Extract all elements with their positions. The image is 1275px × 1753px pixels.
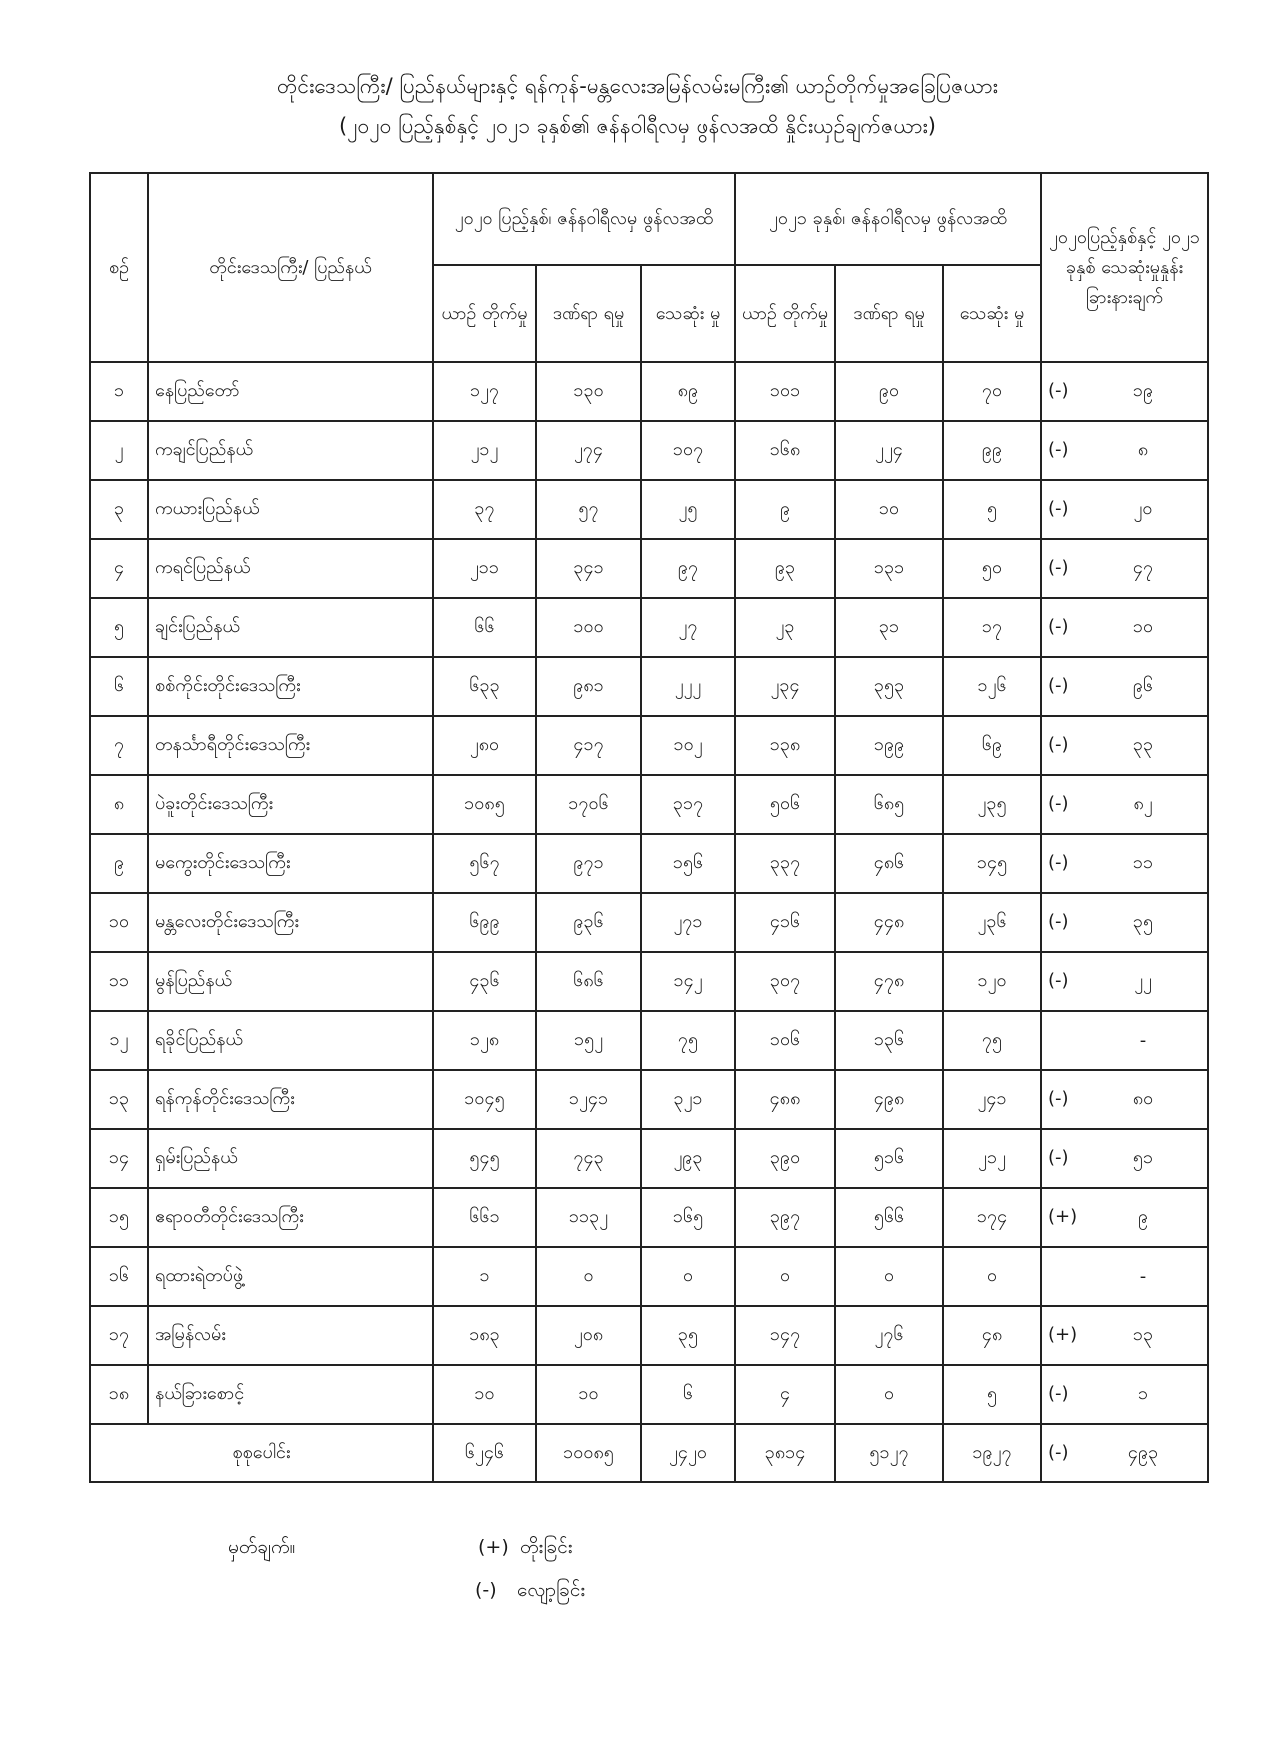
deaths-2021-cell: ၁၂၆ [943, 657, 1041, 716]
injured-2020-cell: ၉၃၆ [536, 893, 641, 952]
injured-2020-cell: ၁၅၂ [536, 1011, 641, 1070]
difference-value: - [1139, 1266, 1147, 1287]
difference-value: ၁၃ [1132, 1324, 1154, 1345]
total-accidents-2020: ၆၂၄၆ [433, 1424, 536, 1482]
serial-cell: ၅ [90, 598, 148, 657]
note-plus-text: တိုးခြင်း [520, 1536, 573, 1558]
deaths-2021-cell: ၀ [943, 1247, 1041, 1306]
header-period-2021: ၂၀၂၁ ခုနှစ်၊ ဇန်နဝါရီလမှ ဖွန်လအထိ [735, 173, 1041, 265]
table-row [90, 716, 1208, 775]
serial-cell: ၁၅ [90, 1188, 148, 1247]
deaths-2021-cell: ၅ [943, 1365, 1041, 1424]
injured-2021-cell: ၉၀ [835, 362, 943, 421]
deaths-2020-cell: ၂၂၂ [641, 657, 735, 716]
deaths-2021-cell: ၅၀ [943, 539, 1041, 598]
header-injured-2020: ဒဏ်ရာ ရမှု [536, 265, 641, 362]
serial-cell: ၁၂ [90, 1011, 148, 1070]
difference-sign: (+) [1048, 1206, 1078, 1227]
accidents-2021-cell: ၃၉၇ [735, 1188, 835, 1247]
serial-cell: ၁၈ [90, 1365, 148, 1424]
difference-cell [1041, 775, 1208, 834]
injured-2021-cell: ၄၈၆ [835, 834, 943, 893]
deaths-2020-cell: ၉၇ [641, 539, 735, 598]
region-cell: ရထားရဲတပ်ဖွဲ့ [148, 1247, 433, 1306]
injured-2021-cell: ၅၆၆ [835, 1188, 943, 1247]
deaths-2021-cell: ၁၄၅ [943, 834, 1041, 893]
deaths-2021-cell: ၁၂၀ [943, 952, 1041, 1011]
injured-2020-cell: ၁၇၀၆ [536, 775, 641, 834]
injured-2020-cell: ၁၁၃၂ [536, 1188, 641, 1247]
serial-cell: ၉ [90, 834, 148, 893]
accidents-2020-cell: ၁၀၄၅ [433, 1070, 536, 1129]
header-accidents-2021: ယာဉ် တိုက်မှု [735, 265, 835, 362]
accidents-2020-cell: ၃၇ [433, 480, 536, 539]
note-decrease [475, 1578, 585, 1606]
deaths-2021-cell: ၂၁၂ [943, 1129, 1041, 1188]
region-cell: ဧရာဝတီတိုင်းဒေသကြီး [148, 1188, 433, 1247]
serial-cell: ၁၁ [90, 952, 148, 1011]
difference-sign: (-) [1048, 616, 1069, 637]
injured-2021-cell: ၁၉၉ [835, 716, 943, 775]
table-row [90, 1129, 1208, 1188]
table-row [90, 893, 1208, 952]
header-comparison: ၂၀၂၀ပြည့်နှစ်နှင့် ၂၀၂၁ ခုနှစ် သေဆုံးမှုနှုန်း ခြားနားချက် [1041, 173, 1208, 362]
deaths-2020-cell: ၁၀၂ [641, 716, 735, 775]
accidents-2020-cell: ၁၂၈ [433, 1011, 536, 1070]
accidents-2021-cell: ၂၃ [735, 598, 835, 657]
table-row [90, 539, 1208, 598]
region-cell: နယ်ခြားစောင့် [148, 1365, 433, 1424]
difference-cell [1041, 1247, 1208, 1306]
accidents-2020-cell: ၁၈၃ [433, 1306, 536, 1365]
notes-label: မှတ်ချက်။ [228, 1536, 296, 1558]
accidents-2020-cell: ၆၉၉ [433, 893, 536, 952]
accidents-2020-cell: ၅၆၇ [433, 834, 536, 893]
difference-value: ၁ [1137, 1383, 1149, 1404]
accidents-2021-cell: ၁၆၈ [735, 421, 835, 480]
deaths-2020-cell: ၂၇ [641, 598, 735, 657]
serial-cell: ၁၇ [90, 1306, 148, 1365]
table-row [90, 775, 1208, 834]
accidents-2021-cell: ၃၉၀ [735, 1129, 835, 1188]
total-difference [1041, 1424, 1208, 1482]
injured-2020-cell: ၅၇ [536, 480, 641, 539]
deaths-2020-cell: ၃၅ [641, 1306, 735, 1365]
difference-cell [1041, 893, 1208, 952]
region-cell: ရန်ကုန်တိုင်းဒေသကြီး [148, 1070, 433, 1129]
table-body [90, 362, 1208, 1424]
difference-cell [1041, 480, 1208, 539]
serial-cell: ၄ [90, 539, 148, 598]
serial-cell: ၁ [90, 362, 148, 421]
injured-2020-cell: ၉၇၁ [536, 834, 641, 893]
deaths-2020-cell: ၂၇၁ [641, 893, 735, 952]
total-injured-2020: ၁၀၀၈၅ [536, 1424, 641, 1482]
difference-value: ၃၃ [1132, 734, 1154, 755]
injured-2020-cell: ၆၈၆ [536, 952, 641, 1011]
difference-cell [1041, 1188, 1208, 1247]
difference-value: ၄၇ [1132, 557, 1154, 578]
difference-value: ၃၅ [1132, 911, 1154, 932]
accidents-2020-cell: ၅၄၅ [433, 1129, 536, 1188]
deaths-2020-cell: ၂၅ [641, 480, 735, 539]
difference-cell [1041, 1306, 1208, 1365]
accidents-2021-cell: ၉၃ [735, 539, 835, 598]
difference-value: ၂၂ [1134, 970, 1152, 991]
accidents-2021-cell: ၁၃၈ [735, 716, 835, 775]
injured-2021-cell: ၃၅၃ [835, 657, 943, 716]
region-cell: စစ်ကိုင်းတိုင်းဒေသကြီး [148, 657, 433, 716]
region-cell: တနင်္သာရီတိုင်းဒေသကြီး [148, 716, 433, 775]
deaths-2021-cell: ၇၅ [943, 1011, 1041, 1070]
region-cell: ကရင်ပြည်နယ် [148, 539, 433, 598]
injured-2021-cell: ၂၇၆ [835, 1306, 943, 1365]
accidents-2021-cell: ၁၀၆ [735, 1011, 835, 1070]
note-minus-sign: (-) [475, 1579, 497, 1601]
deaths-2021-cell: ၆၉ [943, 716, 1041, 775]
difference-cell [1041, 834, 1208, 893]
accidents-2021-cell: ၁၄၇ [735, 1306, 835, 1365]
difference-sign: (-) [1048, 911, 1069, 932]
table-row [90, 362, 1208, 421]
serial-cell: ၈ [90, 775, 148, 834]
difference-value: ၈၂ [1133, 793, 1153, 814]
region-cell: အမြန်လမ်း [148, 1306, 433, 1365]
total-diff-sign: (-) [1048, 1441, 1069, 1463]
difference-value: ၁၉ [1132, 380, 1154, 401]
injured-2021-cell: ၁၀ [835, 480, 943, 539]
difference-value: - [1139, 1030, 1147, 1051]
serial-cell: ၆ [90, 657, 148, 716]
region-cell: ကယားပြည်နယ် [148, 480, 433, 539]
region-cell: ပဲခူးတိုင်းဒေသကြီး [148, 775, 433, 834]
region-cell: ရှမ်းပြည်နယ် [148, 1129, 433, 1188]
accidents-2021-cell: ၃၀၇ [735, 952, 835, 1011]
difference-cell [1041, 1070, 1208, 1129]
serial-cell: ၁၄ [90, 1129, 148, 1188]
accidents-2020-cell: ၆၃၃ [433, 657, 536, 716]
difference-sign: (-) [1048, 380, 1069, 401]
deaths-2020-cell: ၁၄၂ [641, 952, 735, 1011]
region-cell: ကချင်ပြည်နယ် [148, 421, 433, 480]
table-row [90, 1365, 1208, 1424]
accidents-2020-cell: ၂၁၂ [433, 421, 536, 480]
accidents-2021-cell: ၅၀၆ [735, 775, 835, 834]
difference-cell [1041, 598, 1208, 657]
injured-2020-cell: ၉၈၁ [536, 657, 641, 716]
injured-2020-cell: ၀ [536, 1247, 641, 1306]
header-deaths-2020: သေဆုံး မှု [641, 265, 735, 362]
difference-sign: (-) [1048, 557, 1069, 578]
deaths-2021-cell: ၂၃၆ [943, 893, 1041, 952]
injured-2020-cell: ၂၇၄ [536, 421, 641, 480]
region-cell: ရခိုင်ပြည်နယ် [148, 1011, 433, 1070]
deaths-2021-cell: ၄၈ [943, 1306, 1041, 1365]
table-row [90, 1247, 1208, 1306]
accidents-2021-cell: ၂၃၄ [735, 657, 835, 716]
deaths-2021-cell: ၁၇ [943, 598, 1041, 657]
table-row [90, 1188, 1208, 1247]
table-row [90, 952, 1208, 1011]
total-diff-value: ၄၉၃ [1127, 1441, 1159, 1463]
table-row [90, 421, 1208, 480]
difference-sign: (-) [1048, 1383, 1069, 1404]
table-row [90, 480, 1208, 539]
accidents-2021-cell: ၃၃၇ [735, 834, 835, 893]
accidents-2021-cell: ၄၈၈ [735, 1070, 835, 1129]
difference-sign: (-) [1048, 970, 1069, 991]
deaths-2020-cell: ၃၂၁ [641, 1070, 735, 1129]
difference-cell [1041, 716, 1208, 775]
deaths-2020-cell: ၆ [641, 1365, 735, 1424]
deaths-2021-cell: ၁၇၄ [943, 1188, 1041, 1247]
total-label: စုစုပေါင်း [90, 1424, 433, 1482]
serial-cell: ၁၀ [90, 893, 148, 952]
table-row [90, 834, 1208, 893]
accidents-2020-cell: ၂၈၀ [433, 716, 536, 775]
accidents-2020-cell: ၄၃၆ [433, 952, 536, 1011]
serial-cell: ၂ [90, 421, 148, 480]
table-row [90, 657, 1208, 716]
injured-2021-cell: ၆၈၅ [835, 775, 943, 834]
difference-value: ၂၀ [1133, 498, 1153, 519]
header-period-2020: ၂၀၂၀ ပြည့်နှစ်၊ ဇန်နဝါရီလမှ ဖွန်လအထိ [433, 173, 735, 265]
total-accidents-2021: ၃၈၁၄ [735, 1424, 835, 1482]
difference-sign: (-) [1048, 734, 1069, 755]
deaths-2021-cell: ၉၉ [943, 421, 1041, 480]
total-deaths-2020: ၂၄၂၀ [641, 1424, 735, 1482]
accidents-2020-cell: ၁ [433, 1247, 536, 1306]
accident-table [89, 172, 1209, 1483]
deaths-2020-cell: ၃၁၇ [641, 775, 735, 834]
table-row [90, 1070, 1208, 1129]
serial-cell: ၁၆ [90, 1247, 148, 1306]
table-row [90, 1306, 1208, 1365]
injured-2020-cell: ၇၄၃ [536, 1129, 641, 1188]
accidents-2021-cell: ၉ [735, 480, 835, 539]
difference-cell [1041, 1011, 1208, 1070]
accidents-2021-cell: ၄ [735, 1365, 835, 1424]
difference-cell [1041, 539, 1208, 598]
difference-sign: (-) [1048, 439, 1069, 460]
injured-2021-cell: ၁၃၁ [835, 539, 943, 598]
injured-2021-cell: ၄၇၈ [835, 952, 943, 1011]
injured-2021-cell: ၄၄၈ [835, 893, 943, 952]
difference-cell [1041, 421, 1208, 480]
difference-value: ၉ [1137, 1206, 1149, 1227]
difference-sign: (-) [1048, 1088, 1069, 1109]
difference-sign: (-) [1048, 852, 1069, 873]
accidents-2020-cell: ၁၀ [433, 1365, 536, 1424]
difference-cell [1041, 362, 1208, 421]
difference-value: ၅၁ [1132, 1147, 1154, 1168]
difference-value: ၉၆ [1132, 675, 1154, 696]
injured-2020-cell: ၃၄၁ [536, 539, 641, 598]
header-injured-2021: ဒဏ်ရာ ရမှု [835, 265, 943, 362]
deaths-2020-cell: ၈၉ [641, 362, 735, 421]
region-cell: မွန်ပြည်နယ် [148, 952, 433, 1011]
injured-2021-cell: ၀ [835, 1365, 943, 1424]
deaths-2020-cell: ၂၉၃ [641, 1129, 735, 1188]
accidents-2020-cell: ၆၆ [433, 598, 536, 657]
deaths-2021-cell: ၅ [943, 480, 1041, 539]
table-row [90, 1011, 1208, 1070]
header-serial: စဉ် [90, 173, 148, 362]
note-increase [478, 1535, 573, 1563]
injured-2021-cell: ၀ [835, 1247, 943, 1306]
deaths-2020-cell: ၇၅ [641, 1011, 735, 1070]
accidents-2021-cell: ၁၀၁ [735, 362, 835, 421]
region-cell: နေပြည်တော် [148, 362, 433, 421]
deaths-2020-cell: ၁၅၆ [641, 834, 735, 893]
injured-2020-cell: ၁၀ [536, 1365, 641, 1424]
deaths-2021-cell: ၂၄၁ [943, 1070, 1041, 1129]
deaths-2020-cell: ၀ [641, 1247, 735, 1306]
difference-cell [1041, 657, 1208, 716]
injured-2020-cell: ၁၂၄၁ [536, 1070, 641, 1129]
difference-cell [1041, 1129, 1208, 1188]
deaths-2020-cell: ၁၆၅ [641, 1188, 735, 1247]
total-deaths-2021: ၁၉၂၇ [943, 1424, 1041, 1482]
accidents-2020-cell: ၆၆၁ [433, 1188, 536, 1247]
difference-sign: (+) [1048, 1324, 1078, 1345]
table-row [90, 598, 1208, 657]
difference-value: ၈ [1137, 439, 1149, 460]
accidents-2020-cell: ၂၁၁ [433, 539, 536, 598]
region-cell: မန္တလေးတိုင်းဒေသကြီး [148, 893, 433, 952]
deaths-2020-cell: ၁၀၇ [641, 421, 735, 480]
region-cell: မကွေးတိုင်းဒေသကြီး [148, 834, 433, 893]
serial-cell: ၁၃ [90, 1070, 148, 1129]
difference-cell [1041, 1365, 1208, 1424]
serial-cell: ၇ [90, 716, 148, 775]
header-accidents-2020: ယာဉ် တိုက်မှု [433, 265, 536, 362]
table-title: တိုင်းဒေသကြီး/ ပြည်နယ်များနှင့် ရန်ကုန်-မန္တလေးအမြန်လမ်းမကြီး၏ ယာဉ်တိုက်မှုအခြေပြဇယား [276, 74, 999, 98]
header-deaths-2021: သေဆုံး မှု [943, 265, 1041, 362]
note-minus-text: လျော့ခြင်း [517, 1579, 586, 1601]
accidents-2020-cell: ၁၀၈၅ [433, 775, 536, 834]
difference-sign: (-) [1048, 675, 1069, 696]
injured-2021-cell: ၄၉၈ [835, 1070, 943, 1129]
injured-2020-cell: ၄၁၇ [536, 716, 641, 775]
difference-sign: (-) [1048, 793, 1069, 814]
injured-2021-cell: ၂၂၄ [835, 421, 943, 480]
injured-2021-cell: ၃၁ [835, 598, 943, 657]
note-plus-sign: (+) [478, 1536, 509, 1558]
injured-2021-cell: ၅၁၆ [835, 1129, 943, 1188]
difference-value: ၈၀ [1132, 1088, 1154, 1109]
table-subtitle: (၂၀၂၀ ပြည့်နှစ်နှင့် ၂၀၂၁ ခုနှစ်၏ ဇန်နဝါရီလမှ ဖွန်လအထိ နှိုင်းယှဉ်ချက်ဇယား) [338, 114, 936, 138]
accidents-2021-cell: ၀ [735, 1247, 835, 1306]
accidents-2021-cell: ၄၁၆ [735, 893, 835, 952]
difference-sign: (-) [1048, 498, 1069, 519]
deaths-2021-cell: ၇၀ [943, 362, 1041, 421]
difference-value: ၁၀ [1132, 616, 1154, 637]
serial-cell: ၃ [90, 480, 148, 539]
region-cell: ချင်းပြည်နယ် [148, 598, 433, 657]
deaths-2021-cell: ၂၃၅ [943, 775, 1041, 834]
injured-2020-cell: ၁၃၀ [536, 362, 641, 421]
injured-2020-cell: ၁၀၀ [536, 598, 641, 657]
accidents-2020-cell: ၁၂၇ [433, 362, 536, 421]
header-region: တိုင်းဒေသကြီး/ ပြည်နယ် [148, 173, 433, 362]
difference-sign: (-) [1048, 1147, 1069, 1168]
total-injured-2021: ၅၁၂၇ [835, 1424, 943, 1482]
difference-value: ၁၁ [1132, 852, 1154, 873]
injured-2020-cell: ၂၀၈ [536, 1306, 641, 1365]
injured-2021-cell: ၁၃၆ [835, 1011, 943, 1070]
total-row [90, 1424, 1208, 1482]
difference-cell [1041, 952, 1208, 1011]
